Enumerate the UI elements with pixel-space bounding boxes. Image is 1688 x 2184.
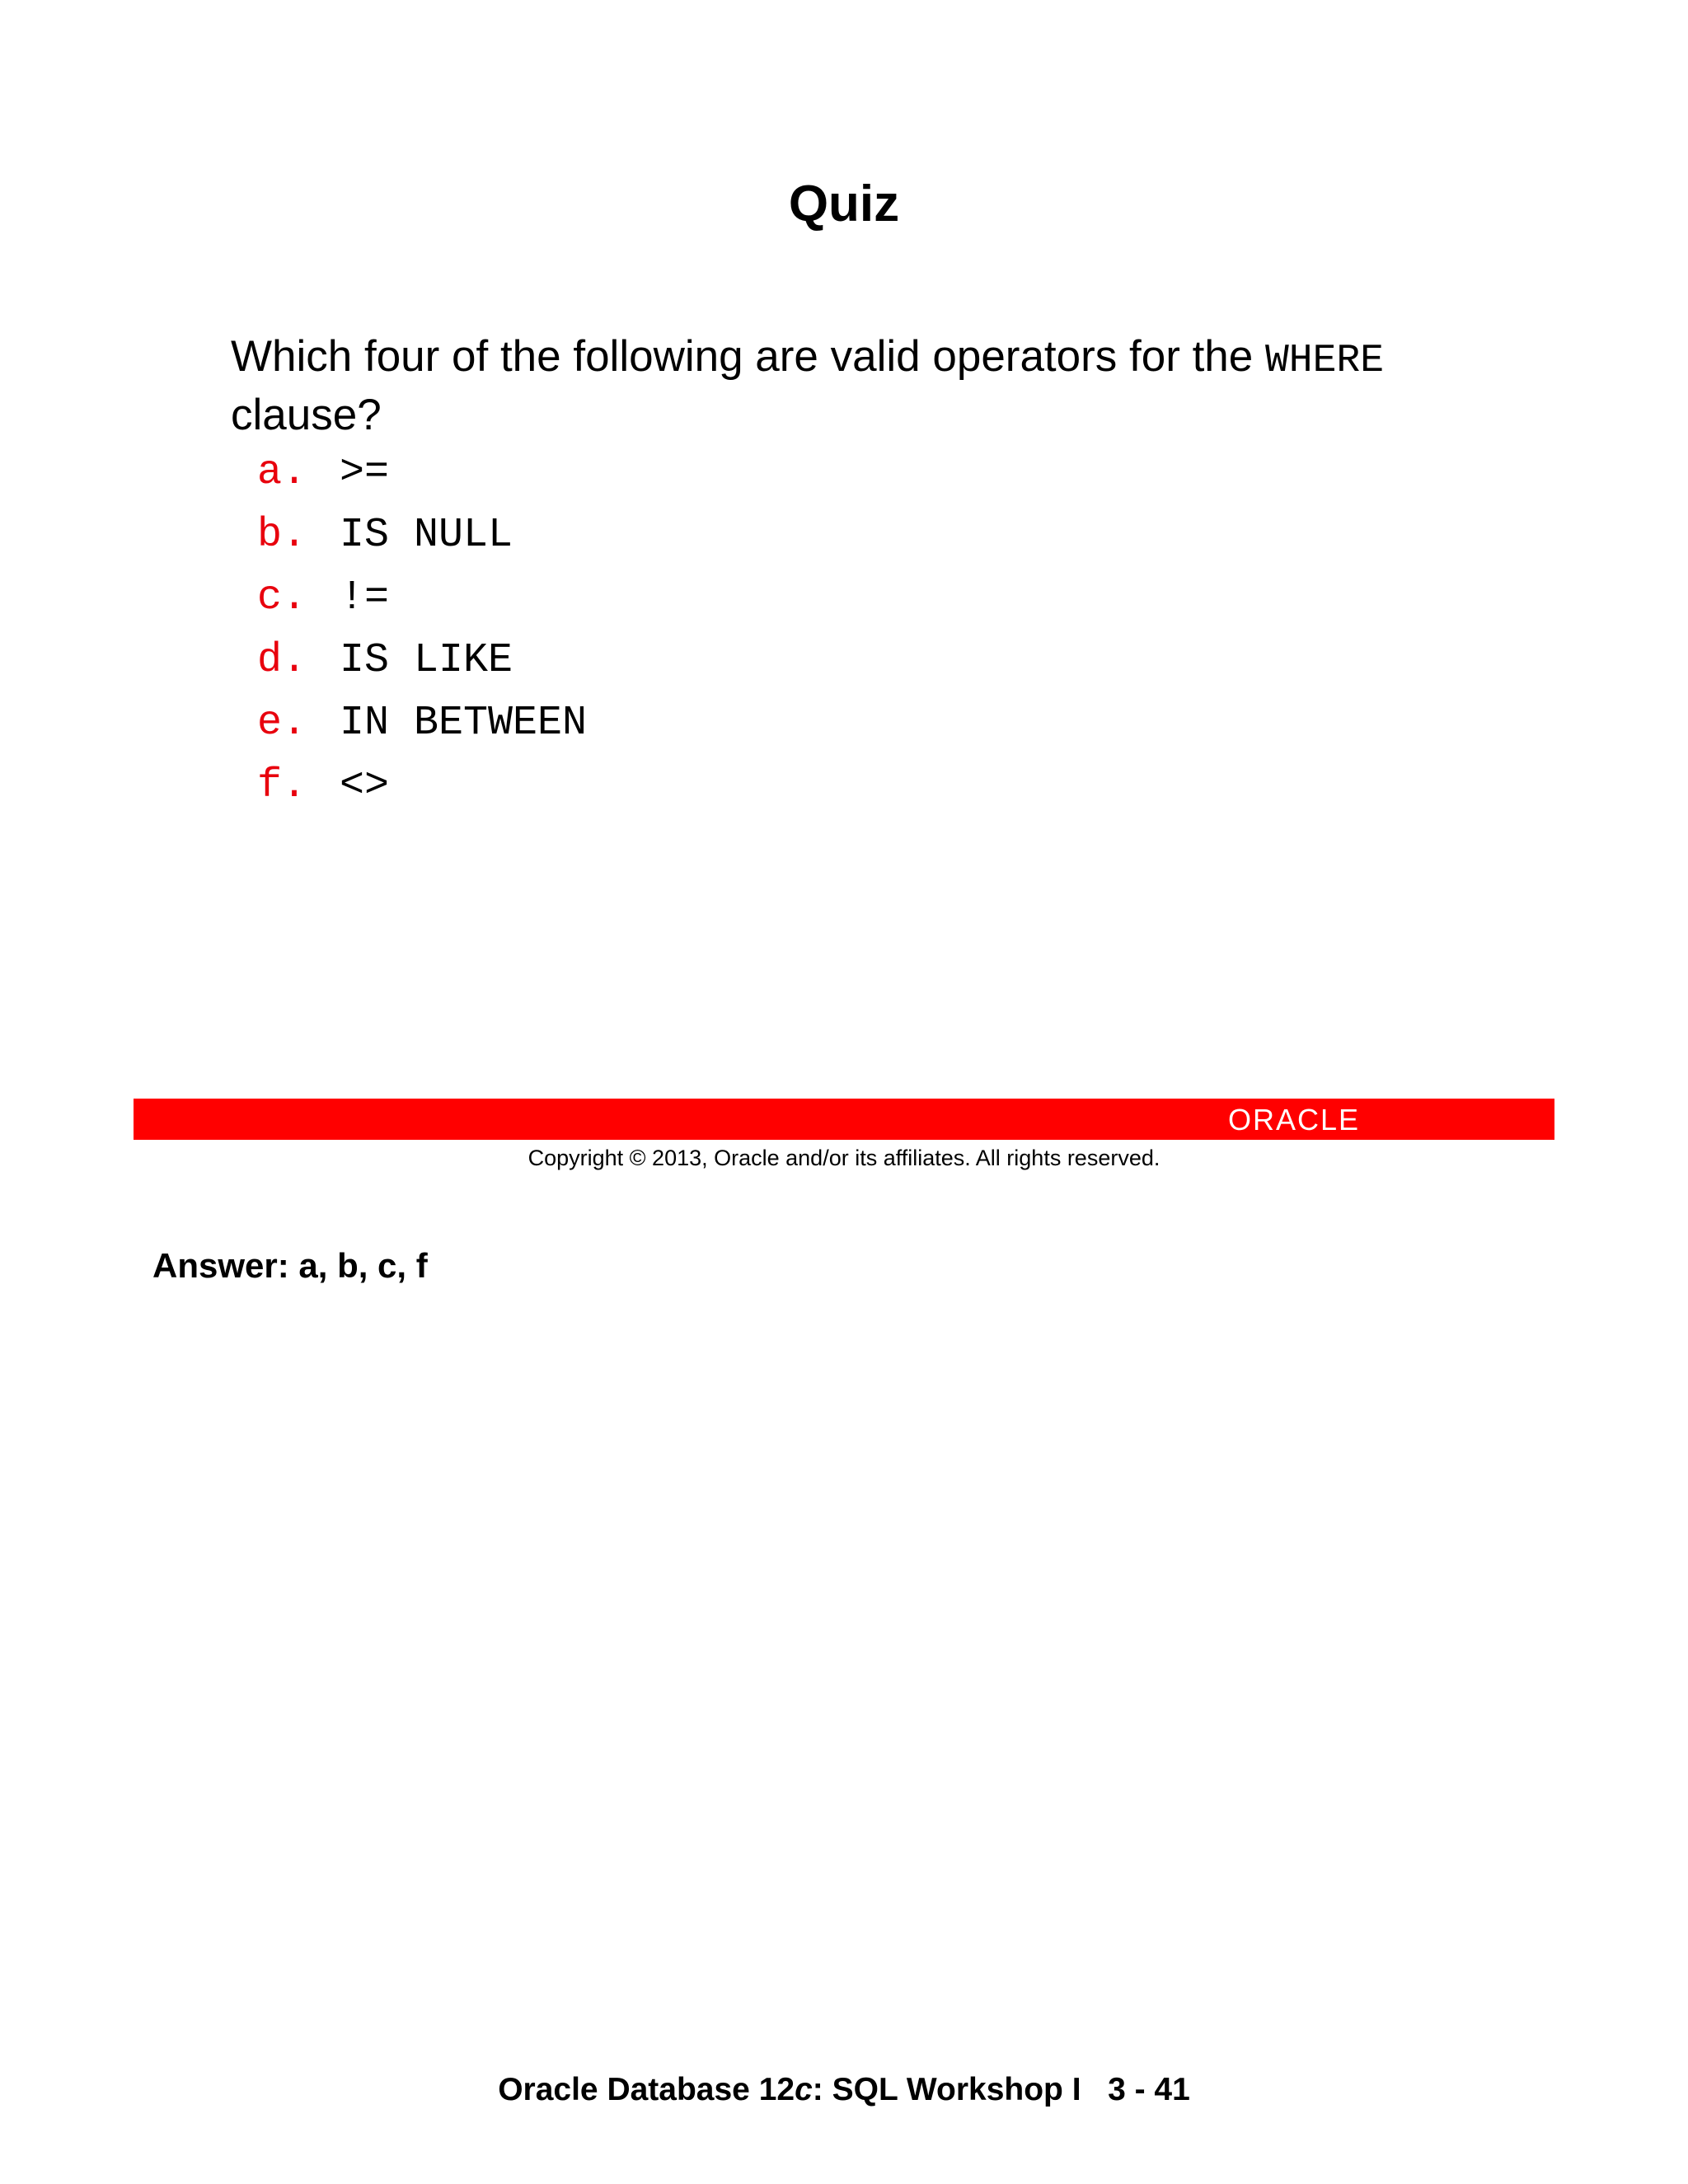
option-c bbox=[257, 567, 389, 630]
quiz-question bbox=[231, 330, 1517, 443]
option-value: IN BETWEEN bbox=[340, 700, 588, 747]
option-d bbox=[257, 630, 513, 692]
option-e bbox=[257, 692, 587, 755]
option-letter: b. bbox=[257, 512, 307, 559]
option-f bbox=[257, 755, 389, 818]
answer-text: Answer: a, b, c, f bbox=[152, 1246, 428, 1285]
option-letter: c. bbox=[257, 574, 307, 621]
question-text: Which four of the following are valid operators for the bbox=[231, 332, 1265, 381]
option-letter: a. bbox=[257, 449, 307, 496]
option-value: IS LIKE bbox=[340, 637, 513, 684]
option-value: != bbox=[340, 574, 390, 621]
option-value: >= bbox=[340, 449, 390, 496]
option-b bbox=[257, 504, 513, 567]
course-title-italic: c bbox=[795, 2072, 813, 2107]
oracle-logo bbox=[1228, 1104, 1409, 1134]
option-letter: d. bbox=[257, 637, 307, 684]
oracle-logo-text: ORACLE bbox=[1228, 1104, 1361, 1134]
option-letter: f. bbox=[257, 762, 307, 809]
page-number: 3 - 41 bbox=[1108, 2072, 1190, 2107]
option-value: <> bbox=[340, 762, 390, 809]
page-footer bbox=[0, 2070, 1688, 2110]
copyright-notice: Copyright © 2013, Oracle and/or its affiliates. All rights reserved. bbox=[528, 1146, 1160, 1170]
option-a bbox=[257, 442, 389, 504]
slide-title: Quiz bbox=[788, 176, 900, 232]
question-code-term: WHERE bbox=[1264, 339, 1385, 383]
course-title-end: : SQL Workshop I bbox=[812, 2072, 1081, 2107]
option-letter: e. bbox=[257, 700, 307, 747]
course-title: Oracle Database 12 bbox=[498, 2072, 795, 2107]
question-text-end: clause? bbox=[231, 391, 382, 439]
option-value: IS NULL bbox=[340, 512, 513, 559]
